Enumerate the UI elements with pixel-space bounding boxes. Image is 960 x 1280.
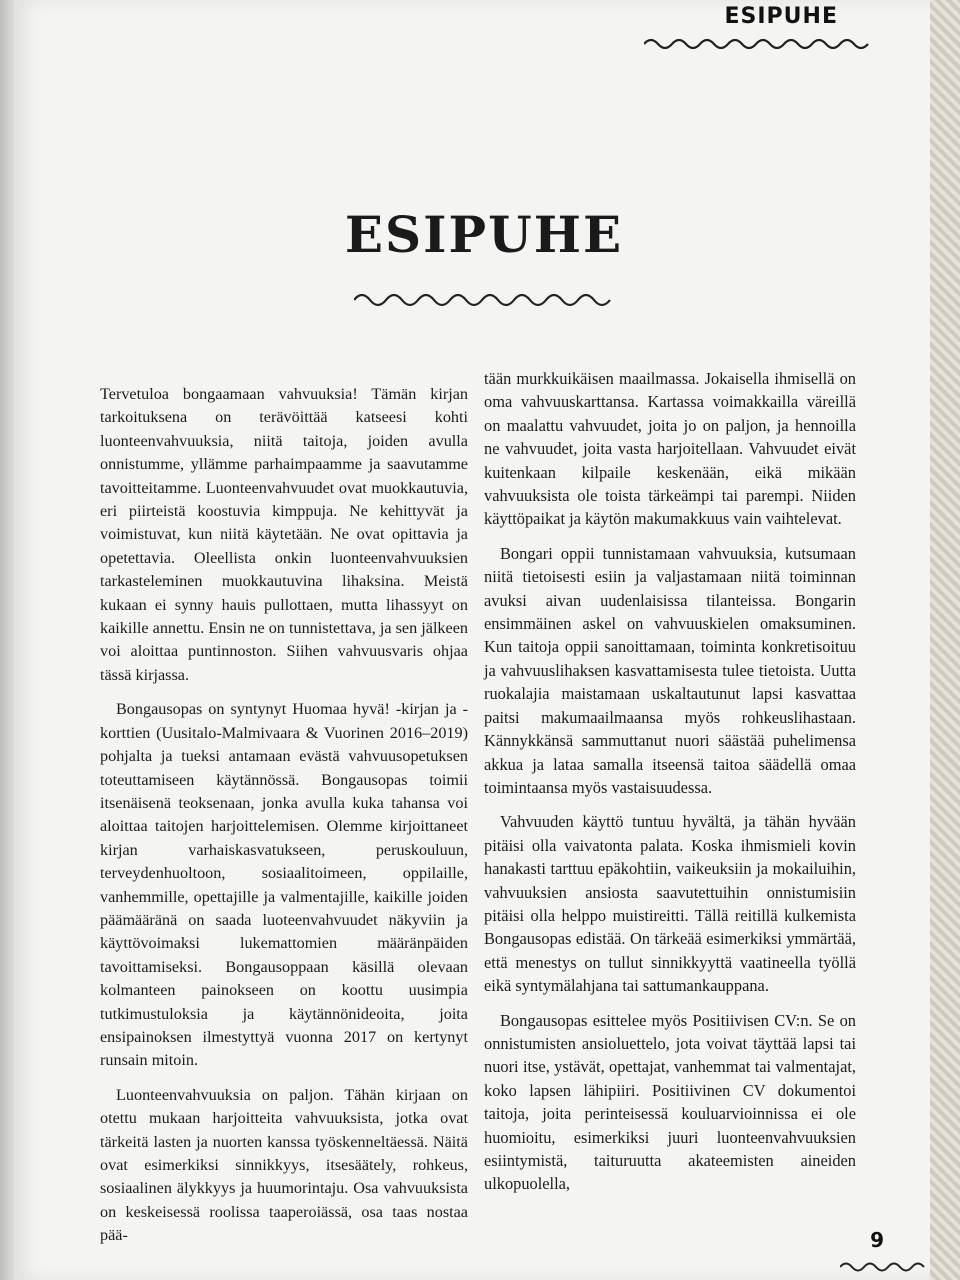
page-title: ESIPUHE — [344, 205, 624, 264]
fabric-background — [930, 0, 960, 1280]
running-head: ESIPUHE — [724, 4, 838, 29]
running-head-wave-ornament — [644, 32, 874, 52]
paragraph: Vahvuuden käyttö tuntuu hyvältä, ja tähän hyvään pitäisi olla vaivatonta palata. Koska ihmismieli kovin hanakasti tarttuu epäkohtiin, vaikeuksiin ja mokailuihin, vahvuuksien ansiosta saavutettuihin onnistumisiin pitäisi olla helppo muistireitti. Tällä reitillä kulkemista Bongausopas edistää. On tärkeää esimerkiksi ymmärtää, että menestys on tullut sinnikkyyttä vaatineella työllä eikä syntymälahjana tai sattumankauppana. — [484, 812, 856, 996]
left-column — [100, 383, 468, 1259]
page-number: 9 — [870, 1228, 884, 1252]
paragraph: tään murkkuikäisen maailmassa. Jokaisella ihmisellä on oma vahvuuskarttansa. Kartassa voimakkailla väreillä on maalattu vahvuudet, joita jo on paljon, ja hennoilla ne vahvuudet, joita vasta harjoitellaan. Vahvuudet eivät kuitenkaan kilpaile keskenään, eikä mikään vahvuuksista ole toista tärkeämpi tai parempi. Niiden käyttöpaikat ja käytön makumakkuus vain vaihtelevat. — [484, 369, 856, 529]
title-wave-ornament — [354, 286, 614, 310]
paragraph: Bongausopas esittelee myös Positiivisen CV:n. Se on onnistumisten ansioluettelo, jota voivat täyttää lapsi tai nuori itse, ystävät, opettajat, vanhemmat tai valmentajat, koko lapsen lähipiiri. Positiivinen CV dokumentoi taitoja, joita perinteisessä kouluarvioinnissa ei ole huomioitu, esimerkiksi juuri luonteenvahvuuksien esiintymistä, taituruutta akateemisten aineiden ulkopuolella, — [484, 1010, 856, 1194]
right-column — [484, 367, 856, 1207]
paragraph: Luonteenvahvuuksia on paljon. Tähän kirjaan on otettu mukaan harjoitteita vahvuuksista, jotka ovat tärkeitä lasten ja nuorten kanssa työskenneltäessä. Näitä ovat esimerkiksi sinnikkyys, itsesäätely, rohkeus, sosiaalinen älykkyys ja huumorintaju. Osa vahvuuksista on keskeisessä roolissa taaperoiässä, osa taas nostaa pää- — [100, 1085, 468, 1245]
paragraph: Bongausopas on syntynyt Huomaa hyvä! -kirjan ja -korttien (Uusitalo-Malmivaara & Vuorinen 2016–2019) pohjalta ja tueksi antamaan evästä vahvuusopetuksen toteuttamiseen käytännössä. Bongausopas toimii itsenäisenä teoksenaan, jonka avulla kuka tahansa voi aloittaa taitojen harjoittelemisen. Olemme kirjoittaneet kirjan varhaiskasvatukseen, peruskouluun, terveydenhuoltoon, sosiaalitoimeen, oppilaille, vanhemmille, opettajille ja valmentajille, kaikille joiden päämääränä on saada luoteenvahvuudet näkyviin ja käyttövoimaksi lukemattomien määränpäiden tavoittamiseksi. Bongausoppaan käsillä olevaan kolmanteen painokseen on koottu uusimpia tutkimustuloksia ja käytännönideoita, joita ensipainoksen ilmestyttyä vuonna 2017 on kertynyt runsain mitoin. — [100, 700, 468, 1070]
paragraph: Bongari oppii tunnistamaan vahvuuksia, kutsumaan niitä tietoisesti esiin ja valjastamaan niitä toiminnan avuksi aivan uudenlaisissa tilanteissa. Bongarin ensimmäinen askel on vahvuuskielen omaksuminen. Kun taitoja oppii sanoittamaan, toiminta konkretisoituu ja vahvuuslihaksen kasvattamisesta tulee tietoista. Uutta ruokalajia maistamaan uskaltautunut lapsi kasvattaa paitsi makumaailmaansa myös rohkeuslihastaan. Kännykkänsä sammuttanut nuori säästää puhelimensa akkua ja lataa samalla itseensä taitoa säädellä omaa toimintaansa myös vastaisuudessa. — [484, 543, 856, 797]
book-page — [14, 0, 934, 1280]
footer-wave-ornament — [840, 1258, 930, 1274]
paragraph: Tervetuloa bongaamaan vahvuuksia! Tämän kirjan tarkoituksena on terävöittää katseesi kohti luonteenvahvuuksia, niitä taitoja, joiden avulla onnistumme, yllämme parhaimpaamme ja saavutamme tavoitteitamme. Luonteenvahvuudet ovat muokkautuvia, eri piirteistä koostuvia kimppuja. Ne kehittyvät ja voimistuvat, kun niitä käytetään. Ne ovat opittavia ja opetettavia. Oleellista onkin luonteenvahvuuksien tarkasteleminen muokkautuvina lihaksina. Meistä kukaan ei synny hauis pullottaen, mutta lihassyyt on kaikille annettu. Ensin ne on tunnistettava, ja sen jälkeen voi aloittaa puntinnoston. Siihen vahvuusvaris ohjaa tässä kirjassa. — [100, 385, 468, 684]
